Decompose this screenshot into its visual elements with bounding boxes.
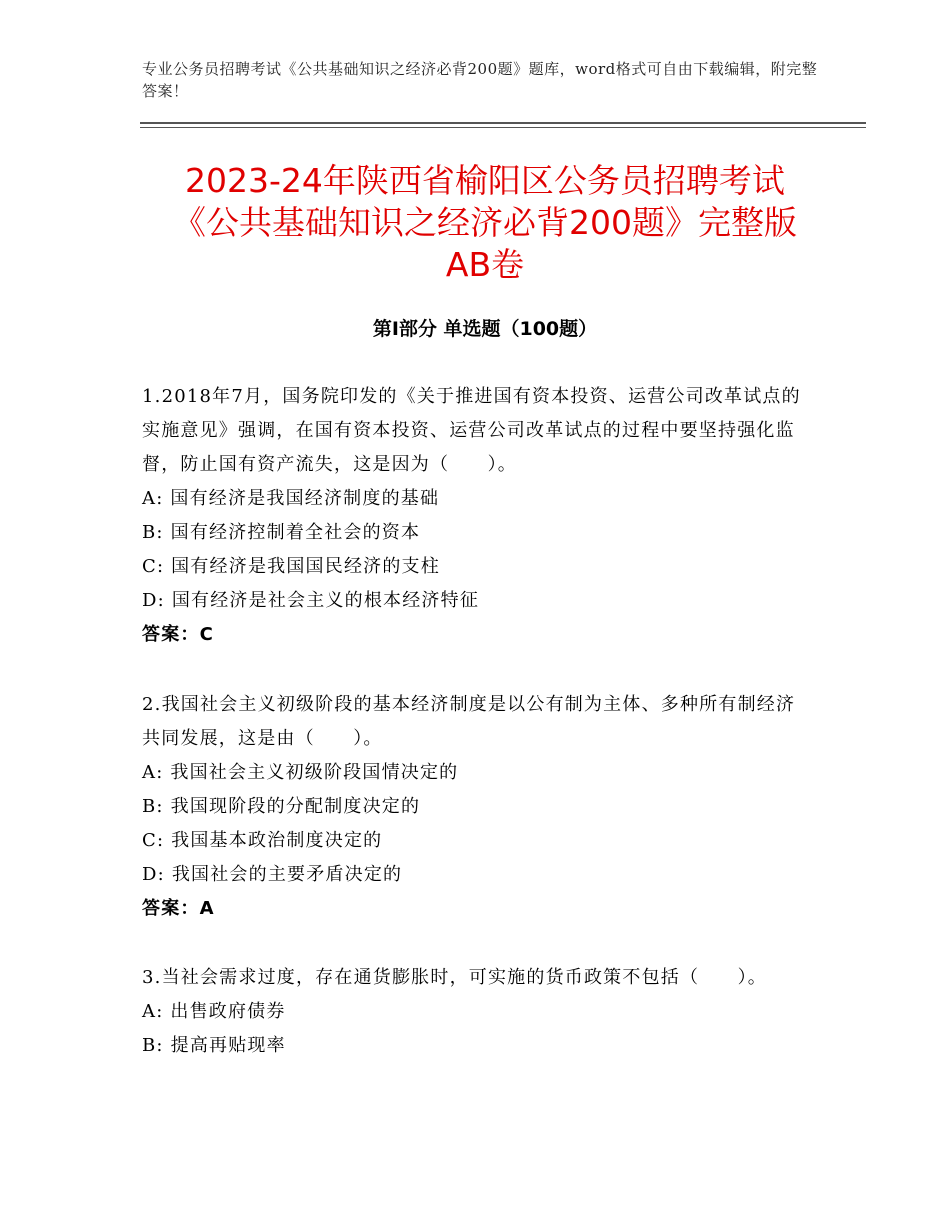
question-2-stem: 2.我国社会主义初级阶段的基本经济制度是以公有制为主体、多种所有制经济共同发展，这是由（ ）。 [142,694,796,749]
question-2-answer: 答案：A [142,898,215,919]
question-3-option-a: A: 出售政府债券 [142,1001,286,1022]
question-1-option-d: D: 国有经济是社会主义的根本经济特征 [142,590,480,611]
question-3-option-b: B: 提高再贴现率 [142,1035,286,1056]
question-1 [142,380,802,652]
header-divider-thin [140,127,866,128]
section-heading: 第Ⅰ部分 单选题（100题） [372,318,598,340]
document-title [140,160,830,286]
title-line-3: AB卷 [445,245,525,284]
question-2 [142,688,802,926]
question-2-option-a: A: 我国社会主义初级阶段国情决定的 [142,762,459,783]
question-3 [142,961,802,1063]
title-line-1: 2023-24年陕西省榆阳区公务员招聘考试 [185,161,785,200]
question-1-option-a: A: 国有经济是我国经济制度的基础 [142,488,440,509]
question-2-option-c: C: 我国基本政治制度决定的 [142,830,383,851]
question-2-option-d: D: 我国社会的主要矛盾决定的 [142,864,403,885]
question-1-answer: 答案：C [142,624,215,645]
question-2-option-b: B: 我国现阶段的分配制度决定的 [142,796,421,817]
header-divider-thick [140,122,866,124]
document-header-note: 专业公务员招聘考试《公共基础知识之经济必背200题》题库，word格式可自由下载编辑，附完整答案！ [142,60,818,100]
question-1-option-c: C: 国有经济是我国国民经济的支柱 [142,556,440,577]
question-1-option-b: B: 国有经济控制着全社会的资本 [142,522,421,543]
title-line-2: 《公共基础知识之经济必背200题》完整版 [173,203,797,242]
question-1-stem: 1.2018年7月，国务院印发的《关于推进国有资本投资、运营公司改革试点的实施意见》强调，在国有资本投资、运营公司改革试点的过程中要坚持强化监督，防止国有资产流失，这是因为（ ）。 [142,386,801,475]
question-3-stem: 3.当社会需求过度，存在通货膨胀时，可实施的货币政策不包括（ ）。 [142,967,767,988]
